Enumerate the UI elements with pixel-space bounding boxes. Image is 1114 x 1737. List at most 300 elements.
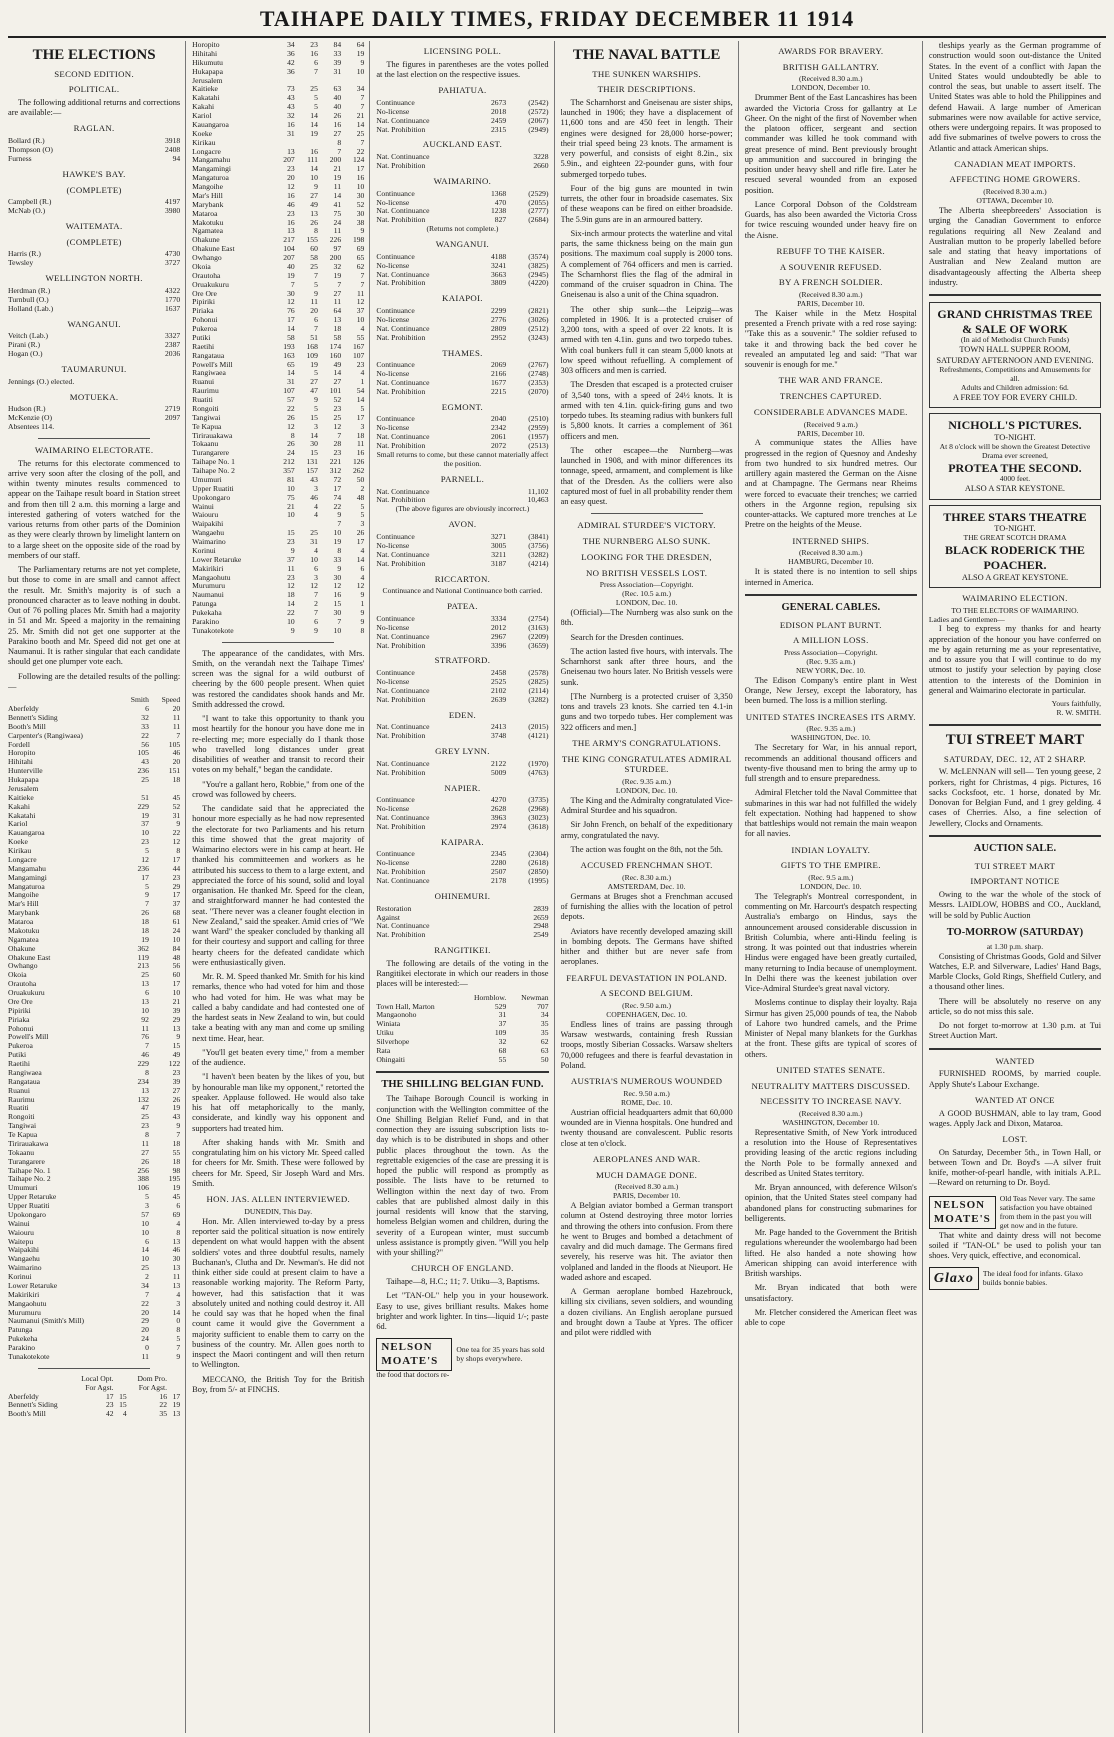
seat-cell: Continuance (376, 97, 415, 107)
seat-heading: AUCKLAND EAST. (422, 139, 503, 150)
seat-cell: 2315 (491, 124, 507, 134)
candidates-paragraph-8: After shaking hands with Mr. Smith and congratulating him on his victory Mr. Speed called for cheers for Mr. Smith. These were followed by cheers for Mr. Speed, Sir Joseph Ward and Mrs. Smith. (192, 1137, 365, 1188)
booth-cell: Oruakukuru (192, 279, 229, 289)
seat-heading: EGMONT. (441, 401, 484, 412)
booth-cell: Longacre (192, 146, 221, 156)
booth-cell: 9 (337, 510, 342, 520)
column-4 (561, 41, 739, 1733)
booth-cell: 58 (333, 332, 342, 342)
wellington-north-cell: 1637 (164, 303, 181, 313)
naval-paragraph-5: The Dresden that escaped is a protected cruiser of 3,540 tons, with a speed of 24½ knots. It is armed with ten 4.1in. quick-firing guns and two torpedo tubes. Its steaming radius with bunkers full is 5,800 knots. It carries a complement of 361 officers and men. (560, 380, 733, 441)
booth-cell: 30 (333, 572, 342, 582)
booth-cell: 14 (333, 190, 342, 200)
booth-cell: 9 (360, 590, 365, 600)
polling-cell: 11 (141, 1138, 149, 1148)
rangitikei-cell: 31 (498, 1010, 507, 1020)
seat-table (376, 760, 548, 778)
booth-cell: 7 (360, 102, 365, 112)
hawkes-bay-cell: 3980 (164, 206, 181, 216)
polling-cell: 49 (172, 1050, 181, 1060)
polling-cell: Tangiwai (8, 1121, 37, 1131)
booth-cell: 34 (287, 41, 295, 49)
booth-cell: 40 (333, 102, 342, 112)
booth-cell: Mataroa (192, 208, 218, 218)
polling-cell: 34 (141, 1280, 149, 1290)
polling-cell: 84 (172, 943, 181, 953)
advances-heading: CONSIDERABLE ADVANCES MADE. (753, 406, 908, 417)
c5-paragraph-11: Representative Smith, of New York introduced a resolution into the House of Representatives providing leasing of the arctic regions including the North Pole to be formally annexed and described as United States territory. (744, 1127, 917, 1178)
polling-cell: 26 (172, 1094, 181, 1104)
licensing-intro: The figures in parentheses are the votes polled at the last election on the respective issues. (376, 59, 549, 79)
licensing-poll-heading: LICENSING POLL. (423, 46, 502, 56)
seat-cell: (2015) (528, 722, 549, 732)
seat-cell: 3241 (491, 260, 507, 270)
seat-cell: No-license (376, 804, 410, 814)
booth-cell: 75 (333, 208, 342, 218)
booth-cell: 69 (356, 244, 365, 254)
booth-cell: 23 (287, 572, 295, 582)
polling-cell: 20 (141, 1307, 149, 1317)
polling-cell: 19 (141, 810, 149, 820)
booth-cell: Lower Retaruke (192, 554, 242, 564)
booth-cell: 7 (337, 519, 342, 529)
seat-cell: 2525 (491, 676, 507, 686)
polling-cell: Tirirauakawa (8, 1138, 49, 1148)
booth-cell: 23 (356, 359, 365, 369)
rangitikei-cell: 32 (498, 1037, 507, 1047)
senate-heading: UNITED STATES SENATE. (776, 1064, 886, 1075)
raglan-cell: 2408 (164, 145, 181, 155)
polling-cell: 14 (141, 1245, 149, 1255)
booth-cell: 22 (287, 403, 295, 413)
booth-cell: 101 (329, 386, 342, 396)
polling-cell: Carpenter's (Rangiwaea) (8, 730, 83, 740)
booth-cell: 23 (287, 164, 295, 174)
seat-cell: (2510) (528, 414, 549, 424)
polling-cell: Murumuru (8, 1307, 41, 1317)
polling-cell: 213 (137, 961, 149, 971)
booth-cell: 19 (287, 270, 295, 280)
polling-cell: 18 (172, 775, 181, 785)
seat-heading: GREY LYNN. (435, 746, 490, 757)
polling-row (8, 1033, 180, 1042)
polling-cell: 46 (141, 1050, 149, 1060)
seat-cell: 3963 (491, 813, 507, 823)
polling-cell: 44 (172, 863, 181, 873)
raglan-heading: RAGLAN. (73, 123, 115, 134)
local-option-cell: 22 (159, 1400, 167, 1410)
booth-cell: 126 (352, 457, 365, 467)
seat-note: (Returns not complete.) (426, 224, 499, 234)
booth-cell: 4 (314, 545, 318, 555)
seat-cell: (2529) (528, 188, 549, 198)
polling-cell: Makotuku (8, 925, 40, 935)
seat-row (376, 642, 548, 651)
booth-cell: 26 (287, 412, 295, 422)
booth-cell: 21 (356, 111, 365, 120)
polling-cell: 3 (176, 1298, 181, 1308)
wanganui-cell: Pirani (R.) (8, 340, 41, 350)
booth-cell: 17 (333, 483, 342, 493)
polling-cell: 105 (137, 748, 149, 758)
booth-cell: 49 (333, 359, 342, 369)
polling-cell: 3 (145, 1201, 149, 1211)
booth-cell: 36 (287, 48, 295, 58)
booth-cell: 27 (333, 377, 342, 387)
booth-cell: Koeke (192, 128, 212, 138)
booth-cell: 36 (287, 66, 295, 76)
column-6 (929, 41, 1106, 1733)
waitemata-cell: 3727 (164, 258, 181, 268)
wanganui-table (8, 332, 180, 359)
naval-paragraph-10: [The Nurnberg is a protected cruiser of 3,350 tons and travels 23 knots. She carried ten 4.1-in guns and two torpedo tubes. Her complement was 322 officers and men.] (560, 691, 733, 732)
polling-cell: Ruanui (8, 1085, 30, 1095)
seat-note: (The above figures are obviously incorrect.) (395, 504, 530, 514)
booth-cell: Powell's Mill (192, 359, 233, 369)
booth-cell: 60 (310, 244, 318, 254)
booth-cell: 1 (360, 377, 365, 387)
polling-cell: Ohakune (8, 943, 36, 953)
nelson-moates-logo-2: NELSON MOATE'S (929, 1196, 996, 1229)
meccano-ad: MECCANO, the British Toy for the British Boy, from 5/- at FINCHS. (192, 1374, 365, 1394)
polling-row (8, 962, 180, 971)
booth-cell: 23 (333, 448, 342, 458)
column-1 (8, 41, 186, 1733)
booth-cell: Tangiwai (192, 412, 221, 422)
booth-cell: 17 (356, 164, 365, 174)
polling-cell: 6 (176, 1201, 181, 1211)
booth-cell: 30 (310, 439, 318, 449)
polling-cell: 17 (141, 872, 149, 882)
booth-cell: 124 (352, 155, 365, 165)
booth-cell: Rangiwaea (192, 368, 226, 378)
hawkes-bay-cell: Campbell (R.) (8, 197, 52, 207)
seat-cell: 10,463 (527, 495, 549, 505)
polling-cell: 60 (172, 970, 181, 980)
polling-cell: Koeke (8, 837, 28, 847)
booth-cell: 10 (356, 315, 365, 325)
polling-cell: 56 (172, 961, 181, 971)
rec-1: (Rec. 10.5 a.m.) (622, 589, 672, 599)
church-paragraph: Taihape—8, H.C.; 11; 7. Utiku—3, Baptisms. (386, 1277, 540, 1287)
polling-row (8, 1353, 180, 1362)
booth-cell: 11 (287, 563, 295, 573)
booth-cell: 6 (314, 563, 318, 573)
booth-cell: 7 (314, 590, 318, 600)
polling-cell: 21 (172, 996, 181, 1006)
rangitikei-cell: 37 (498, 1019, 507, 1029)
polling-cell: 7 (176, 730, 181, 740)
polling-cell: Waiouru (8, 1227, 34, 1237)
polling-cell: 6 (145, 704, 149, 714)
seat-cell: Continuance (376, 188, 415, 198)
booth-cell: Pukekaha (192, 608, 222, 617)
booth-cell: 32 (287, 111, 295, 120)
auction-text-4: Do not forget to-morrow at 1.30 p.m. at Tui Street Auction Mart. (928, 1021, 1102, 1041)
booth-cell: Horopito (192, 41, 220, 49)
seat-cell: (4220) (528, 278, 549, 288)
seat-table (376, 99, 548, 135)
motueka-heading: MOTUEKA. (69, 391, 119, 402)
polling-cell: 19 (141, 934, 149, 944)
rangitikei-cell: 34 (540, 1010, 549, 1020)
seat-heading: STRATFORD. (434, 655, 491, 666)
polling-cell: Raurimu (8, 1094, 35, 1104)
polling-cell: Mar's Hill (8, 899, 39, 909)
rangitikei-cell: Silverhope (376, 1037, 410, 1047)
naval-paragraph-1: The Scharnhorst and Gneisenau are sister ships, launched in 1906; they have a displacement of 11,600 tons and are 450 feet in length. Their engines were designed for 28,000 horse-power; their trial speed being 23 knots. The armament is very powerful, and consists of eight 8.2in., six 5.9in., and eighteen 22-pounder guns, with four submerged torpedo tubes. (560, 97, 733, 179)
seat-cell: Nat. Prohibition (376, 731, 426, 741)
seat-cell: Nat. Prohibition (376, 278, 426, 288)
local-option-cell: 23 (105, 1400, 114, 1410)
dateline-4: COPENHAGEN, Dec. 10. (606, 1010, 687, 1019)
seat-cell: Nat. Prohibition (376, 386, 426, 396)
seat-cell: (2512) (528, 323, 549, 333)
polling-cell: 15 (172, 1041, 181, 1051)
booth-cell: 3 (360, 421, 365, 431)
polling-cell: 256 (137, 1165, 149, 1175)
seat-cell: (4121) (528, 731, 549, 741)
waitemata-row (8, 250, 180, 259)
glaxo-text: The ideal food for infants. Glaxo builds bonnie babies. (982, 1268, 1083, 1287)
christmas-tree-ad (929, 302, 1101, 408)
seat-cell: Nat. Continuance (376, 432, 430, 442)
c5-paragraph-13: Mr. Page handed to the Government the British regulations whereunder the woolembargo had been lifted. He also handed a note showing how American shipping can avoid interference with British warships. (744, 1228, 917, 1279)
seat-cell (499, 905, 506, 914)
booth-cell: Ore Ore (192, 288, 217, 298)
booth-cell: 9 (314, 288, 318, 298)
seat-cell: (2572) (528, 106, 549, 116)
booth-cell: 8 (337, 545, 342, 555)
booth-cell: Ruanui (192, 377, 215, 387)
booth-cell: 43 (310, 474, 318, 484)
booth-cell: 111 (307, 155, 318, 165)
booth-cell: 10 (310, 173, 318, 183)
booth-cell: 30 (287, 288, 295, 298)
booth-cell: 19 (333, 173, 342, 183)
booth-cell: Raetihi (192, 341, 215, 351)
local-option-cell: 15 (119, 1391, 127, 1401)
booth-cell: 24 (287, 448, 295, 458)
booth-cell: 27 (310, 190, 318, 200)
polling-cell: 10 (141, 1218, 149, 1228)
seat-cell: (2748) (528, 369, 549, 379)
booth-cell: 5 (314, 368, 318, 378)
waitemata-cell: 4730 (164, 249, 181, 259)
seat-cell: (3243) (528, 332, 549, 342)
auction-text-3: There will be absolutely no reserve on any article, so do not miss this sale. (928, 996, 1102, 1016)
booth-cell: 8 (360, 625, 365, 635)
seat-cell: (2114) (528, 685, 549, 695)
seat-cell: 1677 (491, 377, 507, 387)
booth-cell: 40 (287, 261, 295, 271)
waitemata-row (8, 259, 180, 268)
polling-cell: Oruakukuru (8, 988, 45, 998)
seat-heading: THAMES. (442, 347, 483, 358)
seat-cell: Nat. Prohibition (376, 124, 426, 134)
c5-dateline-2: PARIS, December 10. (797, 298, 865, 308)
seat-cell: 2628 (491, 804, 507, 814)
rangitikei-heading: RANGITIKEI. (434, 945, 491, 956)
booth-cell: 25 (356, 128, 365, 138)
c5-paragraph-10: Moslems continue to display their loyalty. Raja Sirmur has given 25,000 pounds of tea, the Nabob of Lahore two hundred camels, and the Prime Minister of Nepal many blankets for the Gurkhas at the front. These gifts are typical of scores of others. (744, 998, 917, 1059)
booth-cell: Pukeroa (192, 324, 218, 333)
polling-row (8, 829, 180, 838)
polling-cell: Mangamingi (8, 872, 47, 882)
polling-cell: 151 (168, 766, 181, 776)
seat-cell: Continuance (376, 306, 415, 316)
seat-cell: (2959) (528, 423, 549, 433)
booth-cell: 9 (337, 563, 342, 573)
polling-cell: Mataroa (8, 917, 34, 927)
seat-cell: (2767) (528, 360, 549, 370)
polling-cell: 6 (145, 1236, 149, 1246)
booth-cell: 72 (333, 474, 342, 484)
seat-cell: No-license (376, 106, 410, 116)
booth-cell: 6 (314, 57, 318, 67)
dateline-3: AMSTERDAM, Dec. 10. (607, 881, 686, 891)
seat-table (376, 533, 548, 569)
king-congrats-heading: THE KING CONGRATULATES ADMIRAL STURDEE. (561, 753, 732, 775)
polling-cell: Tokaanu (8, 1147, 35, 1157)
booth-cell: 9 (360, 226, 365, 236)
booth-cell: 174 (329, 341, 342, 351)
seat-cell: (3825) (528, 260, 549, 270)
seat-cell: (4214) (528, 558, 549, 568)
c5-paragraph-6: The Edison Company's entire plant in West Orange, New Jersey, except the laboratory, has been burned. The loss is a million sterling. (744, 675, 917, 706)
polling-cell: 13 (141, 1085, 149, 1095)
booth-cell: 2 (314, 599, 318, 609)
booth-cell: 212 (283, 457, 295, 467)
polling-cell: 6 (145, 988, 149, 998)
polling-cell: Mangoihe (8, 890, 39, 900)
seat-cell: 2102 (491, 685, 507, 695)
seat-cell: (1957) (528, 432, 549, 442)
polling-cell: 5 (145, 846, 149, 856)
seat-cell: Nat. Continuance (376, 631, 430, 641)
booth-cell: 5 (360, 501, 365, 511)
polling-cell: Wangaehu (8, 1254, 40, 1264)
polling-cell: 30 (172, 1254, 181, 1264)
waitemata-table (8, 250, 180, 268)
dateline-5: ROME, Dec. 10. (620, 1097, 673, 1107)
booth-cell: 10 (356, 182, 365, 191)
polling-cell: 92 (141, 1014, 149, 1024)
seat-cell: 2459 (491, 115, 507, 125)
booth-cell: 7 (314, 270, 318, 280)
seat-cell: Nat. Prohibition (376, 821, 426, 831)
booth-cell: 7 (290, 279, 295, 289)
seat-cell: (4763) (528, 767, 549, 777)
polling-cell: 23 (172, 1067, 181, 1077)
seat-row (376, 877, 548, 886)
motueka-cell: McKenzie (O) (8, 413, 53, 423)
booth-cell: 12 (356, 581, 365, 591)
tree-free-toy: A FREE TOY FOR EVERY CHILD. (952, 392, 1078, 402)
waimarino-paragraph-2: The Parliamentary returns are not yet complete, but those to come in are small and cannot affect the result. Mr. Smith's majority is of such a pronounced character as to leave nothing in doubt. Out of 76 polling places Mr. Smith had a majority in 51 and Mr. Speed a majority in the remaining 25. Mr. Smith did not get one supporter at the Parakino booth and Mr. Speed did not get one at Naumanui. It is rather singular that each candidate should get one plumper vote each. (8, 565, 181, 667)
polling-cell: 18 (141, 925, 149, 935)
seat-cell: 4188 (491, 251, 507, 261)
naval-paragraph-19: A German aeroplane bombed Hazebrouck, killing six civilians, seven soldiers, and wounding a dozen civilians. An English aeroplane pursued and brought down a Taube at Ypres. The officer and pilot were riddled with (560, 1287, 733, 1338)
polling-cell: 12 (172, 837, 181, 847)
booth-cell: Mangamahu (192, 155, 231, 165)
booth-cell: 46 (310, 492, 318, 502)
booth-cell: 11 (310, 297, 318, 307)
rebuff-heading: REBUFF TO THE KAISER. (776, 245, 885, 256)
seat-cell (499, 162, 506, 171)
booth-cell: 357 (283, 466, 295, 475)
seat-table (376, 253, 548, 289)
detail-intro: Following are the detailed results of the polling:— (8, 671, 181, 691)
hawkes-bay-row (8, 207, 180, 216)
polling-cell: 39 (172, 1005, 181, 1015)
seat-cell: Continuance (376, 668, 415, 678)
lost-heading: LOST. (1002, 1134, 1028, 1145)
polling-cell: 25 (141, 1112, 149, 1122)
polling-cell: Smith (130, 695, 149, 705)
seat-cell (499, 922, 506, 931)
booth-cell: Jerusalem (192, 75, 223, 85)
nicholls-pictures-ad (929, 413, 1101, 500)
polling-cell: Kaitieke (8, 792, 34, 802)
c5-dateline-8: WASHINGTON, December 10. (782, 1118, 880, 1128)
seat-cell: Nat. Continuance (376, 813, 430, 823)
booth-cell: Putiki (192, 332, 211, 342)
seat-cell: 3211 (491, 549, 507, 559)
polling-cell: Makirikiri (8, 1289, 40, 1299)
booth-cell: 131 (306, 457, 318, 467)
polling-cell: 5 (145, 1192, 149, 1202)
rangitikei-cell: 50 (540, 1054, 549, 1064)
booth-cell: Ohakune (192, 235, 220, 245)
polling-cell: 0 (176, 1316, 181, 1326)
seat-table (376, 361, 548, 397)
rangitikei-cell: 62 (540, 1037, 549, 1047)
seat-cell: 2776 (491, 314, 507, 324)
seat-heading: PATEA. (447, 601, 478, 612)
booth-cell: Umumuri (192, 474, 222, 484)
polling-cell: Taihape No. 1 (8, 1165, 51, 1175)
polling-cell: 13 (141, 979, 149, 989)
wanganui-heading: WANGANUI. (67, 318, 121, 329)
booth-cell: 12 (287, 581, 295, 591)
tomorrow-time: at 1.30 p.m. sharp. (986, 941, 1044, 951)
polling-cell: Kirikau (8, 846, 32, 856)
booth-cell: 9 (290, 545, 295, 555)
rangitikei-cell: 109 (494, 1028, 507, 1038)
c5-paragraph-9: The Telegraph's Montreal correspondent, in commenting on Mr. Harcourt's despatch respecting Australia's embargo on Hindus, says the announcement aroused considerable discussion in British Columbia, where anti-Hindu feeling is strong. It was pointed out that industries wherein Hindus were engaged have been greatly curtailed, many returning to India because of unemployment. In Delhi there was the keenest jubilation over Vice-Admiral Sturdee's great naval victory. (744, 891, 917, 994)
tanol-ad: That white and dainty dress will not become soiled if "TAN-OL" be used to polish your tan shoes. Very quick, effective, and economical. (928, 1230, 1102, 1261)
booth-cell: 9 (314, 182, 318, 191)
seat-cell (499, 153, 506, 162)
seat-cell: Nat. Continuance (376, 206, 430, 216)
booth-cell: 24 (333, 217, 342, 227)
booth-cell: 7 (337, 430, 342, 440)
booth-cell: 7 (360, 270, 365, 280)
seat-row (376, 823, 548, 832)
seat-cell: 470 (494, 197, 507, 207)
polling-cell: Mangaohutu (8, 1298, 47, 1308)
booth-cell: 31 (287, 377, 295, 387)
booth-cell: Owhango (192, 253, 222, 262)
seat-cell: (2209) (528, 631, 549, 641)
wanganui-cell: Hogan (O.) (8, 348, 43, 358)
c5-rec-6: (Rec. 9.35 a.m.) (806, 724, 856, 734)
auction-place: TUI STREET MART (974, 860, 1056, 871)
booth-cell: 3 (314, 421, 318, 431)
polling-cell: 22 (141, 1298, 149, 1308)
seat-cell: (3659) (528, 640, 549, 650)
